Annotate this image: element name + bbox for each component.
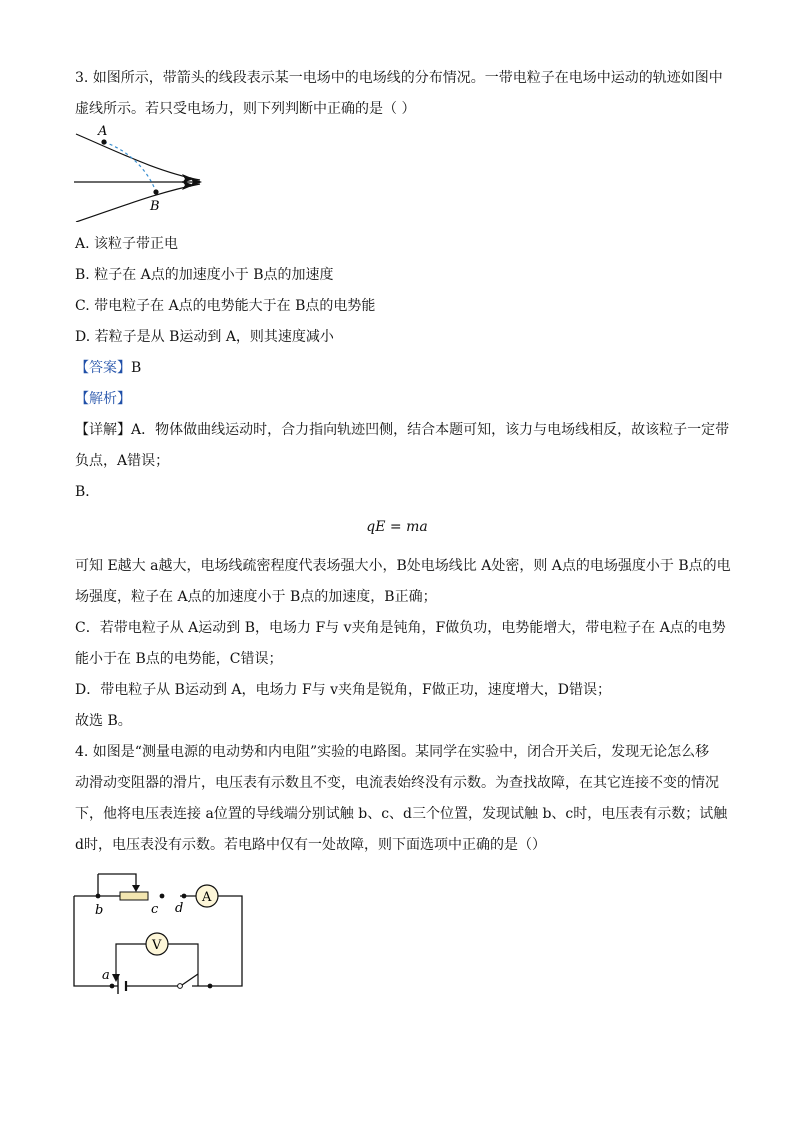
voltmeter-symbol: V — [152, 938, 162, 953]
q3-c-line-1: C．若带电粒子从 A运动到 B，电场力 F与 v夹角是钝角，F做负功，电势能增大，带电粒子在 A点的电势 — [75, 620, 726, 636]
q3-detail-b-label: B． — [75, 484, 100, 500]
q3-b-line-1: 可知 E越大 a越大，电场线疏密程度代表场强大小，B处电场线比 A处密，则 A点的电场强度小于 B点的电 — [75, 558, 731, 574]
label-b: b — [95, 903, 104, 918]
q3-option-d: D. 若粒子是从 B运动到 A，则其速度减小 — [75, 329, 334, 345]
q4-line-2: 动滑动变阻器的滑片，电压表有示数且不变，电流表始终没有示数。为查找故障，在其它连接不变的情况 — [75, 775, 719, 791]
q3-answer — [75, 358, 141, 378]
q3-detail-line-1 — [75, 420, 729, 440]
label-a: a — [102, 968, 110, 983]
q3-option-a: A. 该粒子带正电 — [75, 236, 179, 252]
q4-circuit-diagram — [68, 866, 248, 994]
switch-pivot — [178, 984, 183, 989]
q3-analysis — [75, 389, 131, 409]
voltmeter-probe-arrow — [112, 974, 120, 982]
analysis-tag: 【解析】 — [75, 391, 131, 407]
label-d: d — [175, 901, 184, 916]
q3-detail-line-2: 负点，A错误； — [75, 453, 170, 469]
ammeter-symbol: A — [202, 890, 212, 905]
node-b — [96, 894, 101, 899]
label-c: c — [151, 902, 159, 917]
q4-line-4: d时，电压表没有示数。若电路中仅有一处故障，则下面选项中正确的是（） — [75, 837, 546, 853]
q3-option-b: B. 粒子在 A点的加速度小于 B点的加速度 — [75, 267, 334, 283]
q3-stem-line-2: 虚线所示。若只受电场力，则下列判断中正确的是（ ） — [75, 101, 416, 117]
node-c — [160, 894, 165, 899]
rheostat — [120, 892, 148, 900]
point-b-label: B — [150, 199, 160, 214]
q3-d-line: D．带电粒子从 B运动到 A，电场力 F与 v夹角是锐角，F做正功，速度增大，D错误； — [75, 682, 611, 698]
q3-conclusion: 故选 B。 — [75, 713, 132, 729]
point-b — [153, 189, 158, 194]
answer-tag: 【答案】 — [75, 360, 131, 376]
q3-option-c: C. 带电粒子在 A点的电势能大于在 B点的电势能 — [75, 298, 376, 314]
equation: qE = ma — [366, 519, 428, 535]
switch-lever — [182, 974, 198, 985]
point-a-label: A — [98, 124, 108, 139]
detail-text-1: A．物体做曲线运动时，合力指向轨迹凹侧，结合本题可知，该力与电场线相反，故该粒子一定带 — [131, 422, 730, 438]
field-line-bottom — [76, 184, 200, 222]
detail-tag: 【详解】 — [75, 422, 131, 438]
q3-c-line-2: 能小于在 B点的电势能，C错误； — [75, 651, 283, 667]
q4-line-1: 4. 如图是“测量电源的电动势和内电阻”实验的电路图。某同学在实验中，闭合开关后，发现无论怎么移 — [75, 744, 710, 760]
q3-stem-line-1: 3. 如图所示，带箭头的线段表示某一电场中的电场线的分布情况。一带电粒子在电场中运动的轨迹如图中 — [75, 70, 723, 86]
q3-field-line-figure — [68, 122, 208, 222]
slider-wire — [98, 874, 136, 888]
q3-b-line-2: 场强度，粒子在 A点的加速度小于 B点的加速度，B正确； — [75, 589, 437, 605]
node-right-bottom — [208, 984, 213, 989]
slider-arrow — [132, 885, 140, 892]
node-d — [182, 894, 187, 899]
point-a — [101, 139, 106, 144]
node-a — [110, 984, 115, 989]
q4-line-3: 下，他将电压表连接 a位置的导线端分别试触 b、c、d三个位置，发现试触 b、c时，电压表有示数；试触 — [75, 806, 728, 822]
field-line-top — [76, 134, 200, 180]
answer-value: B — [131, 360, 142, 376]
